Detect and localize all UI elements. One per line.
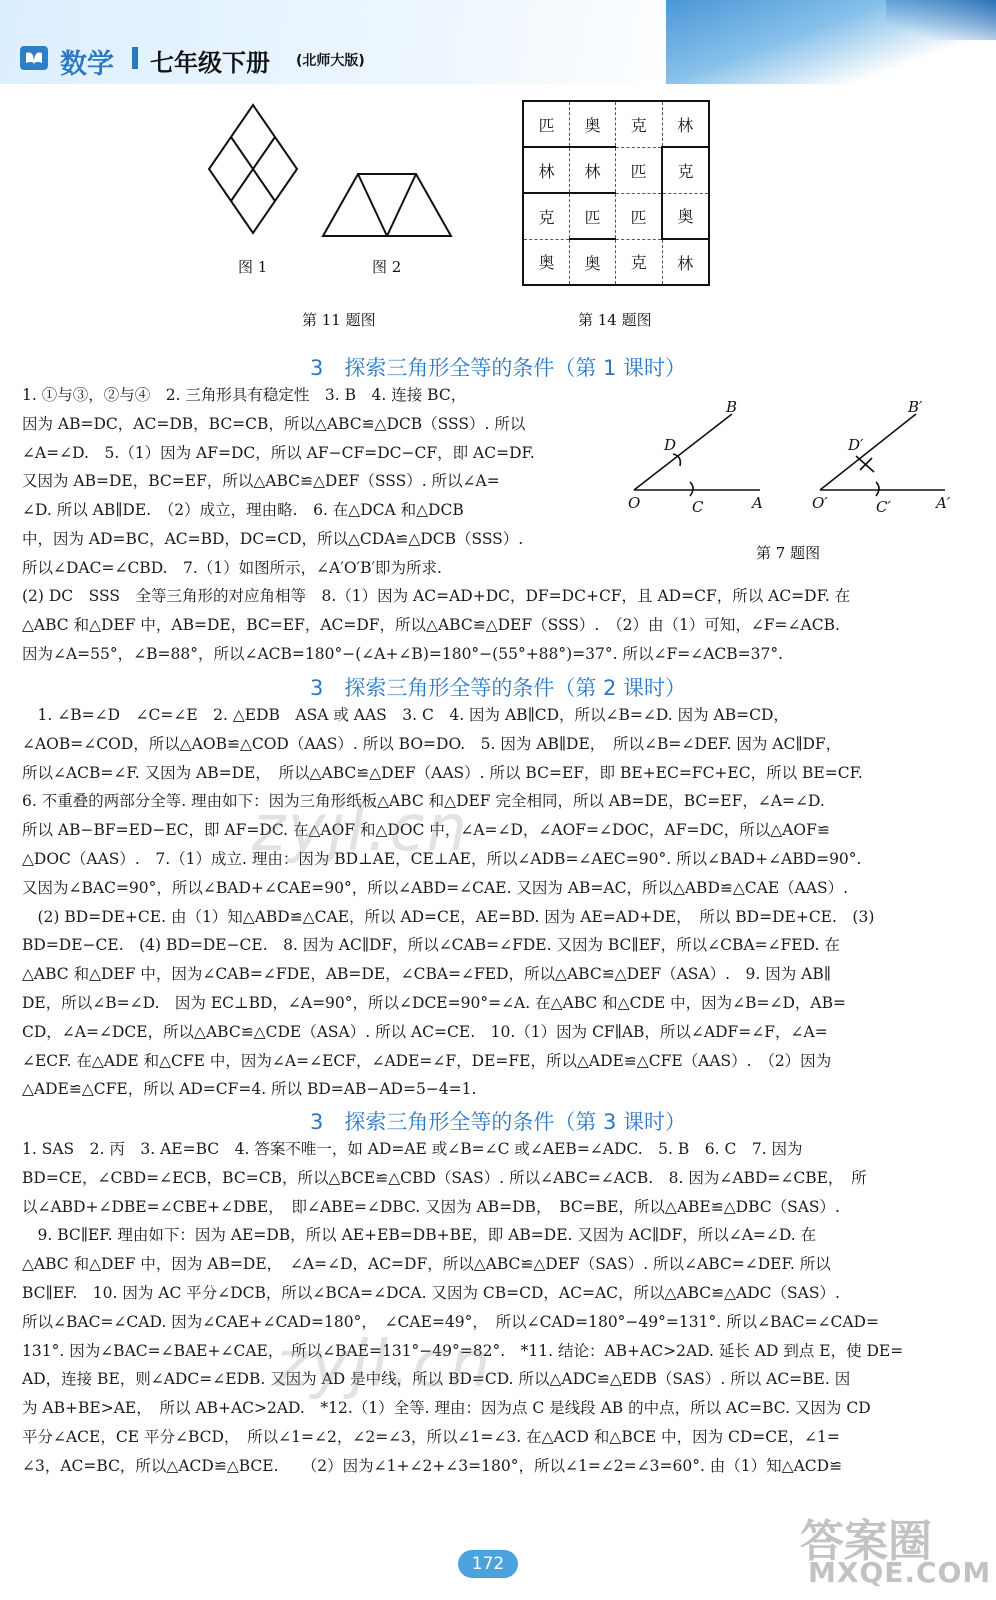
grid-cell: 奥 [570, 239, 616, 285]
q7-angle-figure [620, 392, 970, 522]
grid-cell: 匹 [616, 193, 663, 239]
grid-cell: 奥 [662, 193, 709, 239]
grid-cell: 林 [523, 147, 570, 193]
answer-line: 1. ①与③，②与④ 2. 三角形具有稳定性 3. B 4. 连接 BC， [22, 386, 467, 404]
point-label-A-prime: A′ [936, 494, 951, 512]
answer-line: 又因为∠BAC=90°，所以∠BAD+∠CAE=90°，所以∠ABD=∠CAE. 又因为 AB=AC，所以△ABD≌△CAE（AAS）. [22, 878, 849, 897]
answer-line: 6. 不重叠的两部分全等. 理由如下：因为三角形纸板△ABC 和△DEF 完全相同，所以 AB=DE，BC=EF，∠A=∠D. [22, 792, 825, 811]
answer-line: 为 AB+BE>AE， 所以 AB+AC>2AD. *12.（1）全等. 理由：因为点 C 是线段 AB 的中点，所以 AC=BC. 又因为 CD [22, 1399, 871, 1418]
grid-cell: 匹 [570, 193, 616, 239]
q7-caption: 第 7 题图 [756, 544, 821, 562]
answer-line: 所以∠ACB=∠F. 又因为 AB=DE， 所以△ABC≌△DEF（AAS）. 所以 BC=EF，即 BE+EC=FC+EC，所以 BE=CF. [22, 763, 863, 782]
answer-line: AD，连接 BE，则∠ADC=∠EDB. 又因为 AD 是中线，所以 BD=CD. 所以△ADC≌△EDB（SAS）. 所以 AC=BE. 因 [22, 1370, 851, 1389]
answer-line: CD，∠A=∠DCE，所以△ABC≌△CDE（ASA）. 所以 AC=CE. 10.（1）因为 CF∥AB，所以∠ADF=∠F，∠A= [22, 1022, 828, 1041]
section-1-answers-full [22, 582, 972, 668]
answer-line: ∠ECF. 在△ADE 和△CFE 中，因为∠A=∠ECF，∠ADE=∠F，DE=FE，所以△ADE≌△CFE（AAS）. （2）因为 [22, 1051, 832, 1070]
grid-cell: 林 [662, 101, 709, 147]
site-stamp: 答案圈 [800, 1516, 932, 1567]
answer-line: 9. BC∥EF. 理由如下：因为 AE=DB，所以 AE+EB=DB+BE，即 AB=DE. 又因为 AC∥DF，所以∠A=∠D. 在 [22, 1226, 817, 1245]
section-2-answers [22, 701, 972, 1104]
answer-line: 所以∠BAC=∠CAD. 因为∠CAE+∠CAD=180°， ∠CAE=49°， 所以∠CAD=180°−49°=131°. 所以∠BAC=∠CAD= [22, 1312, 879, 1331]
edition-label: (北师大版) [296, 53, 365, 69]
subject-title: 数学 [60, 49, 114, 80]
answer-line: ∠A=∠D. 5.（1）因为 AF=DC，所以 AF−CF=DC−CF，即 AC=DF. [22, 443, 535, 462]
grid-cell: 克 [616, 239, 663, 285]
point-label-C: C [692, 498, 704, 516]
figure-2-label: 图 2 [372, 258, 402, 276]
answer-line: 中，因为 AD=BC，AC=BD，DC=CD，所以△CDA≌△DCB（SSS）. [22, 529, 524, 548]
q11-caption: 第 11 题图 [302, 311, 376, 329]
answer-line: DE，所以∠B=∠D. 因为 EC⊥BD，∠A=90°，所以∠DCE=90°=∠A. 在△ABC 和△CDE 中，因为∠B=∠D，AB= [22, 993, 846, 1012]
grid-cell: 克 [616, 101, 663, 147]
answer-line: 因为∠A=55°，∠B=88°，所以∠ACB=180°−(∠A+∠B)=180°−(55°+88°)=37°. 所以∠F=∠ACB=37°. [22, 644, 784, 663]
figure-1-label: 图 1 [238, 258, 268, 276]
grade-title: 七年级下册 [150, 49, 270, 77]
answer-line: 所以∠DAC=∠CBD. 7.（1）如图所示，∠A′O′B′即为所求. [22, 558, 442, 577]
answer-line: 所以 AB−BF=ED−EC，即 AF=DC. 在△AOF 和△DOC 中，∠A=∠D，∠AOF=∠DOC，AF=DC，所以△AOF≌ [22, 821, 830, 840]
grid-cell: 匹 [523, 101, 570, 147]
answer-line: 平分∠ACE，CE 平分∠BCD， 所以∠1=∠2，∠2=∠3，所以∠1=∠3. 在△ACD 和△BCE 中，因为 CD=CE，∠1= [22, 1427, 840, 1446]
answer-line: △DOC（AAS）. 7.（1）成立. 理由：因为 BD⊥AE，CE⊥AE，所以∠ADB=∠AEC=90°. 所以∠BAD+∠ABD=90°. [22, 849, 862, 868]
point-label-C-prime: C′ [876, 498, 891, 516]
section-title-lesson-1: 3 探索三角形全等的条件（第 1 课时） [309, 356, 687, 380]
site-stamp-url: MXQE.COM [808, 1556, 992, 1589]
page-number: 172 [458, 1550, 518, 1578]
answer-line: BD=DE−CE. (4) BD=DE−CE. 8. 因为 AC∥DF，所以∠CAB=∠FDE. 又因为 BC∥EF，所以∠CBA=∠FED. 在 [22, 936, 840, 955]
answer-line: ∠AOB=∠COD，所以△AOB≌△COD（AAS）. 所以 BO=DO. 5. 因为 AB∥DE， 所以∠B=∠DEF. 因为 AC∥DF， [22, 734, 842, 753]
grid-cell: 克 [662, 147, 709, 193]
section-3-answers [22, 1135, 972, 1481]
answer-line: 1. SAS 2. 丙 3. AE=BC 4. 答案不唯一，如 AD=AE 或∠B=∠C 或∠AEB=∠ADC. 5. B 6. C 7. 因为 [22, 1140, 803, 1158]
answer-line: 因为 AB=DC，AC=DB，BC=CB，所以△ABC≌△DCB（SSS）. 所以 [22, 414, 526, 433]
header-divider [132, 47, 138, 69]
answer-line: △ABC 和△DEF 中，因为 AB=DE， ∠A=∠D，AC=DF，所以△ABC≌△DEF（SAS）. 所以∠ABC=∠DEF. 所以 [22, 1255, 831, 1274]
section-title-lesson-3: 3 探索三角形全等的条件（第 3 课时） [309, 1110, 687, 1134]
grid-cell: 林 [570, 147, 616, 193]
q14-caption: 第 14 题图 [578, 311, 652, 329]
book-logo-icon [20, 46, 48, 70]
answer-line: 以∠ABD+∠DBE=∠CBE+∠DBE， 即∠ABE=∠DBC. 又因为 AB=DB， BC=BE，所以△ABE≌△DBC（SAS）. [22, 1197, 840, 1216]
answer-line: △ABC 和△DEF 中，因为∠CAB=∠FDE，AB=DE，∠CBA=∠FED，所以△ABC≌△DEF（ASA）. 9. 因为 AB∥ [22, 965, 831, 984]
point-label-D: D [664, 436, 677, 454]
figure-2-trapezoid [318, 168, 458, 240]
grid-cell: 林 [662, 239, 709, 285]
answer-line: BC∥EF. 10. 因为 AC 平分∠DCB，所以∠BCA=∠DCA. 又因为 CB=CD，AC=AC，所以△ABC≌△ADC（SAS）. [22, 1283, 840, 1302]
watermark: zyjl.cn [252, 792, 470, 866]
answer-line: (2) BD=DE+CE. 由（1）知△ABD≌△CAE，所以 AD=CE，AE=BD. 因为 AE=AD+DE， 所以 BD=DE+CE. (3) [22, 907, 875, 926]
answer-line: ∠3，AC=BC，所以△ACD≌△BCE. （2）因为∠1+∠2+∠3=180°，所以∠1=∠2=∠3=60°. 由（1）知△ACD≌ [22, 1456, 843, 1475]
point-label-D-prime: D′ [848, 436, 864, 454]
figure-1-rhombus [200, 100, 310, 240]
answer-line: (2) DC SSS 全等三角形的对应角相等 8.（1）因为 AC=AD+DC，DF=DC+CF，且 AD=CF，所以 AC=DF. 在 [22, 587, 851, 605]
point-label-O-prime: O′ [812, 494, 828, 512]
point-label-B-prime: B′ [908, 398, 923, 416]
answer-line: 1. ∠B=∠D ∠C=∠E 2. △EDB ASA 或 AAS 3. C 4. 因为 AB∥CD，所以∠B=∠D. 因为 AB=CD， [22, 706, 789, 724]
section-1-answers-narrow [22, 381, 588, 583]
section-title-lesson-2: 3 探索三角形全等的条件（第 2 课时） [309, 676, 687, 700]
grid-cell: 匹 [616, 147, 663, 193]
grid-cell: 奥 [523, 239, 570, 285]
point-label-B: B [726, 398, 738, 416]
watermark: zyjl.cn [275, 1328, 493, 1402]
answer-line: ∠D. 所以 AB∥DE. （2）成立，理由略. 6. 在△DCA 和△DCB [22, 501, 464, 520]
point-label-A: A [752, 494, 763, 512]
grid-cell: 奥 [570, 101, 616, 147]
answer-line: BD=CE，∠CBD=∠ECB，BC=CB，所以△BCE≌△CBD（SAS）. 所以∠ABC=∠ACB. 8. 因为∠ABD=∠CBE， 所 [22, 1168, 867, 1187]
answer-line: 131°. 因为∠BAC=∠BAE+∠CAE， 所以∠BAE=131°−49°=82°. *11. 结论：AB+AC>2AD. 延长 AD 到点 E，使 DE= [22, 1341, 904, 1360]
answer-line: 又因为 AB=DE，BC=EF，所以△ABC≌△DEF（SSS）. 所以∠A= [22, 472, 500, 491]
q14-grid [522, 100, 710, 286]
grid-cell: 克 [523, 193, 570, 239]
answer-line: △ABC 和△DEF 中，AB=DE，BC=EF，AC=DF，所以△ABC≌△DEF（SSS）. （2）由（1）可知，∠F=∠ACB. [22, 615, 840, 634]
answer-line: △ADE≌△CFE，所以 AD=CF=4. 所以 BD=AB−AD=5−4=1. [22, 1080, 477, 1099]
point-label-O: O [628, 494, 641, 512]
header-decoration-dark [886, 0, 996, 40]
